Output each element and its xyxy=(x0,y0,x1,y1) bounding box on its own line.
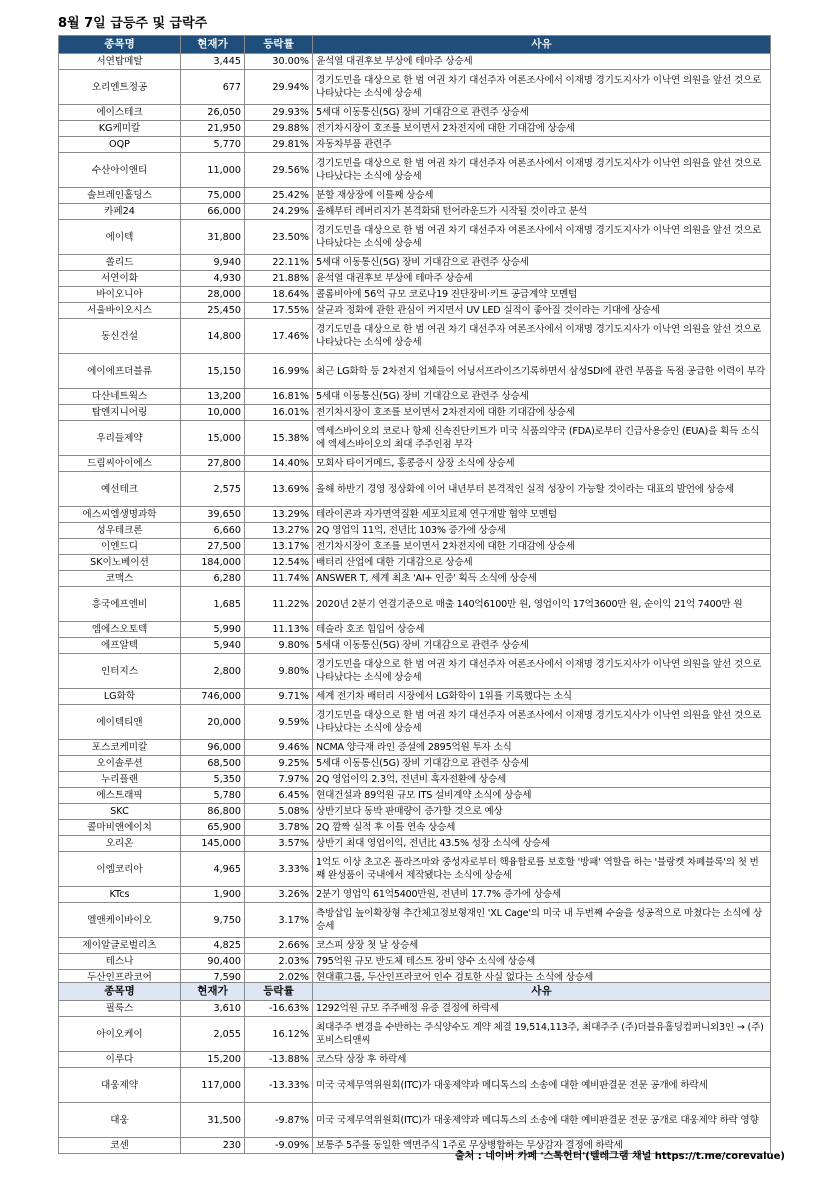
stock-name: 코센 xyxy=(59,1138,181,1154)
table-row xyxy=(59,188,771,204)
table-row xyxy=(59,405,771,421)
table-row xyxy=(59,303,771,319)
reason-text: ANSWER T, 세계 최초 'AI+ 인증' 획득 소식에 상승세 xyxy=(313,571,771,587)
reason-text: 살균과 정화에 관한 관심이 커지면서 UV LED 실적이 좋아질 것이라는 기대에 상승세 xyxy=(313,303,771,319)
table-row xyxy=(59,852,771,887)
change-rate: 9.80% xyxy=(245,638,313,654)
stock-name: 누리플랜 xyxy=(59,772,181,788)
stock-name: OQP xyxy=(59,137,181,153)
reason-text: 2분기 영업익 61억5400만원, 전년비 17.7% 증가에 상승세 xyxy=(313,887,771,903)
change-rate: 29.56% xyxy=(245,153,313,188)
current-price: 27,800 xyxy=(181,456,245,472)
change-rate: 29.94% xyxy=(245,70,313,105)
reason-text: 경기도민을 대상으로 한 범 여권 차기 대선주자 여론조사에서 이재명 경기도지사가 이낙연 의원을 앞선 것으로 나타났다는 소식에 상승세 xyxy=(313,153,771,188)
current-price: 21,950 xyxy=(181,121,245,137)
reason-text: 1292억원 규모 주주배정 유증 결정에 하락세 xyxy=(313,1001,771,1017)
reason-text: 경기도민을 대상으로 한 범 여권 차기 대선주자 여론조사에서 이재명 경기도지사가 이낙연 의원을 앞선 것으로 나타났다는 소식에 상승세 xyxy=(313,70,771,105)
current-price: 68,500 xyxy=(181,756,245,772)
page-title: 8월 7일 급등주 및 급락주 xyxy=(58,16,208,31)
table-row xyxy=(59,354,771,389)
table-row xyxy=(59,271,771,287)
current-price: 31,500 xyxy=(181,1103,245,1138)
current-price: 2,575 xyxy=(181,472,245,507)
current-price: 1,900 xyxy=(181,887,245,903)
header-rate: 등락률 xyxy=(245,983,313,1001)
change-rate: 29.93% xyxy=(245,105,313,121)
table-row xyxy=(59,456,771,472)
table-row xyxy=(59,523,771,539)
current-price: 86,800 xyxy=(181,804,245,820)
stock-name: 성우테크론 xyxy=(59,523,181,539)
table-row xyxy=(59,788,771,804)
reason-text: 코스피 상장 첫 날 상승세 xyxy=(313,938,771,954)
change-rate: -9.09% xyxy=(245,1138,313,1154)
change-rate: -13.33% xyxy=(245,1068,313,1103)
change-rate: 9.46% xyxy=(245,740,313,756)
table-row xyxy=(59,105,771,121)
stock-name: 이루다 xyxy=(59,1052,181,1068)
change-rate: 11.74% xyxy=(245,571,313,587)
reason-text: 2020년 2분기 연결기준으로 매출 140억6100만 원, 영업이익 17억3600만 원, 순이익 21억 7400만 원 xyxy=(313,587,771,622)
reason-text: 1억도 이상 초고온 플라즈마와 중성자로부터 핵융합로를 보호할 '방패' 역할을 하는 '블랑켓 차폐블록'의 첫 번째 완성품이 국내에서 제작됐다는 소식에 상승세 xyxy=(313,852,771,887)
header-name: 종목명 xyxy=(59,36,181,54)
header-rate: 등락률 xyxy=(245,36,313,54)
stock-name: 테스나 xyxy=(59,954,181,970)
reason-text: 상반기보다 동박 판매량이 증가할 것으로 예상 xyxy=(313,804,771,820)
change-rate: -9.87% xyxy=(245,1103,313,1138)
current-price: 11,000 xyxy=(181,153,245,188)
header-reason: 사유 xyxy=(313,36,771,54)
source-footer: 출처 : 네이버 카페 '스톡헌터'(텔레그램 채널 https://t.me/corevalue) xyxy=(454,1151,785,1162)
stock-name: 수산아이앤티 xyxy=(59,153,181,188)
header-name: 종목명 xyxy=(59,983,181,1001)
current-price: 3,445 xyxy=(181,54,245,70)
table-row xyxy=(59,740,771,756)
reason-text: 상반기 최대 영업이익, 전년比 43.5% 성장 소식에 상승세 xyxy=(313,836,771,852)
change-rate: -13.88% xyxy=(245,1052,313,1068)
reason-text: 전기차시장이 호조를 보이면서 2차전지에 대한 기대감에 상승세 xyxy=(313,121,771,137)
header-reason: 사유 xyxy=(313,983,771,1001)
table-row xyxy=(59,1001,771,1017)
change-rate: 3.78% xyxy=(245,820,313,836)
change-rate: 11.22% xyxy=(245,587,313,622)
table-row xyxy=(59,421,771,456)
stock-name: 서연탑메탈 xyxy=(59,54,181,70)
stock-name: 오리온 xyxy=(59,836,181,852)
change-rate: 24.29% xyxy=(245,204,313,220)
stock-name: 탑엔지니어링 xyxy=(59,405,181,421)
current-price: 2,800 xyxy=(181,654,245,689)
table-row xyxy=(59,319,771,354)
change-rate: 16.01% xyxy=(245,405,313,421)
reason-text: 코스닥 상장 후 하락세 xyxy=(313,1052,771,1068)
table-row xyxy=(59,772,771,788)
stock-name: 엠에스오토텍 xyxy=(59,622,181,638)
table-row xyxy=(59,54,771,70)
current-price: 5,780 xyxy=(181,788,245,804)
table-row xyxy=(59,938,771,954)
current-price: 117,000 xyxy=(181,1068,245,1103)
change-rate: 9.80% xyxy=(245,654,313,689)
current-price: 10,000 xyxy=(181,405,245,421)
change-rate: 3.17% xyxy=(245,903,313,938)
table-row xyxy=(59,622,771,638)
change-rate: 15.38% xyxy=(245,421,313,456)
stock-name: 서울바이오시스 xyxy=(59,303,181,319)
change-rate: 17.46% xyxy=(245,319,313,354)
change-rate: 13.29% xyxy=(245,507,313,523)
table-row xyxy=(59,689,771,705)
stock-name: 콜마비앤에이치 xyxy=(59,820,181,836)
stock-name: 이엠코리아 xyxy=(59,852,181,887)
reason-text: 보통주 5주를 동일한 액면주식 1주로 무상병합하는 무상감자 결정에 하락세 xyxy=(313,1138,771,1154)
stock-name: 에이텍 xyxy=(59,220,181,255)
table-row xyxy=(59,836,771,852)
current-price: 9,750 xyxy=(181,903,245,938)
stock-name: 쏠리드 xyxy=(59,255,181,271)
stock-name: 다산네트웍스 xyxy=(59,389,181,405)
stock-name: 에이스테크 xyxy=(59,105,181,121)
current-price: 25,450 xyxy=(181,303,245,319)
change-rate: 9.59% xyxy=(245,705,313,740)
change-rate: 22.11% xyxy=(245,255,313,271)
reason-text: 윤석열 대권후보 부상에 테마주 상승세 xyxy=(313,54,771,70)
current-price: 6,280 xyxy=(181,571,245,587)
current-price: 677 xyxy=(181,70,245,105)
stock-name: 오이솔루션 xyxy=(59,756,181,772)
reason-text: 2Q 깜짝 실적 후 이틀 연속 상승세 xyxy=(313,820,771,836)
stock-name: KTcs xyxy=(59,887,181,903)
header-price: 현재가 xyxy=(181,36,245,54)
current-price: 14,800 xyxy=(181,319,245,354)
change-rate: 7.97% xyxy=(245,772,313,788)
change-rate: 12.54% xyxy=(245,555,313,571)
reason-text: 현대重그룹, 두산인프라코어 인수 검토한 사실 없다는 소식에 상승세 xyxy=(313,970,771,986)
reason-text: 윤석열 대권후보 부상에 테마주 상승세 xyxy=(313,271,771,287)
table-row xyxy=(59,587,771,622)
current-price: 75,000 xyxy=(181,188,245,204)
current-price: 96,000 xyxy=(181,740,245,756)
table-row xyxy=(59,1068,771,1103)
stock-name: 대웅 xyxy=(59,1103,181,1138)
reason-text: 자동차부품 관련주 xyxy=(313,137,771,153)
stock-name: 엘앤케이바이오 xyxy=(59,903,181,938)
current-price: 5,770 xyxy=(181,137,245,153)
table-row xyxy=(59,121,771,137)
table-row xyxy=(59,287,771,303)
stock-name: SKC xyxy=(59,804,181,820)
reason-text: 올해 하반기 경영 정상화에 이어 내년부터 본격적인 실적 성장이 가능할 것이라는 대표의 발언에 상승세 xyxy=(313,472,771,507)
stock-name: 이엔드디 xyxy=(59,539,181,555)
table-row xyxy=(59,887,771,903)
reason-text: 경기도민을 대상으로 한 범 여권 차기 대선주자 여론조사에서 이재명 경기도지사가 이낙연 의원을 앞선 것으로 나타났다는 소식에 상승세 xyxy=(313,319,771,354)
current-price: 5,990 xyxy=(181,622,245,638)
change-rate: 13.27% xyxy=(245,523,313,539)
stock-name: 포스코케미칼 xyxy=(59,740,181,756)
reason-text: 미국 국제무역위원회(ITC)가 대웅제약과 메디톡스의 소송에 대한 예비판결문 전문 공개로 대웅제약 하락 영향 xyxy=(313,1103,771,1138)
change-rate: 3.57% xyxy=(245,836,313,852)
header-price: 현재가 xyxy=(181,983,245,1001)
table-row xyxy=(59,903,771,938)
stock-name: 흥국에프엔비 xyxy=(59,587,181,622)
change-rate: 23.50% xyxy=(245,220,313,255)
table-row xyxy=(59,804,771,820)
table-row xyxy=(59,539,771,555)
table-row xyxy=(59,756,771,772)
current-price: 184,000 xyxy=(181,555,245,571)
reason-text: 전기차시장이 호조를 보이면서 2차전지에 대한 기대감에 상승세 xyxy=(313,539,771,555)
current-price: 4,930 xyxy=(181,271,245,287)
current-price: 7,590 xyxy=(181,970,245,986)
change-rate: 29.88% xyxy=(245,121,313,137)
change-rate: 2.02% xyxy=(245,970,313,986)
stock-name: 에스씨엠생명과학 xyxy=(59,507,181,523)
stock-name: 바이오니아 xyxy=(59,287,181,303)
current-price: 15,000 xyxy=(181,421,245,456)
table-row xyxy=(59,137,771,153)
reason-text: 엑세스바이오의 코로나 항체 신속진단키트가 미국 식품의약국 (FDA)로부터 긴급사용승인 (EUA)을 획득 소식에 엑세스바이오의 최대 주주인점 부각 xyxy=(313,421,771,456)
table-row xyxy=(59,654,771,689)
reason-text: 최대주주 변경을 수반하는 주식양수도 계약 체결 19,514,113주, 최대주주 (주)더블유홀딩컴퍼니외3인 → (주)포비스티앤씨 xyxy=(313,1017,771,1052)
current-price: 746,000 xyxy=(181,689,245,705)
current-price: 6,660 xyxy=(181,523,245,539)
current-price: 65,900 xyxy=(181,820,245,836)
change-rate: 14.40% xyxy=(245,456,313,472)
reason-text: 전기차시장이 호조를 보이면서 2차전지에 대한 기대감에 상승세 xyxy=(313,405,771,421)
table-row xyxy=(59,1103,771,1138)
stock-name: 카페24 xyxy=(59,204,181,220)
table-row xyxy=(59,1052,771,1068)
change-rate: 25.42% xyxy=(245,188,313,204)
stock-name: 제이알글로벌리츠 xyxy=(59,938,181,954)
change-rate: 9.71% xyxy=(245,689,313,705)
stock-name: 필룩스 xyxy=(59,1001,181,1017)
falling-stocks-table xyxy=(58,982,771,1154)
current-price: 4,825 xyxy=(181,938,245,954)
table-header-row xyxy=(59,983,771,1001)
current-price: 9,940 xyxy=(181,255,245,271)
table-row xyxy=(59,555,771,571)
table-row xyxy=(59,472,771,507)
current-price: 31,800 xyxy=(181,220,245,255)
rising-stocks-table xyxy=(58,35,771,986)
table-row xyxy=(59,70,771,105)
table-row xyxy=(59,220,771,255)
stock-name: SK이노베이션 xyxy=(59,555,181,571)
stock-name: 동신건설 xyxy=(59,319,181,354)
change-rate: 2.03% xyxy=(245,954,313,970)
table-row xyxy=(59,638,771,654)
reason-text: 795억원 규모 반도체 테스트 장비 양수 소식에 상승세 xyxy=(313,954,771,970)
stock-name: 에이에프더블류 xyxy=(59,354,181,389)
table-row xyxy=(59,389,771,405)
table-row xyxy=(59,820,771,836)
reason-text: 현대건설과 89억원 규모 ITS 설비계약 소식에 상승세 xyxy=(313,788,771,804)
current-price: 26,050 xyxy=(181,105,245,121)
stock-name: 인터지스 xyxy=(59,654,181,689)
table-row xyxy=(59,153,771,188)
change-rate: 6.45% xyxy=(245,788,313,804)
current-price: 230 xyxy=(181,1138,245,1154)
table-row xyxy=(59,1017,771,1052)
stock-name: KG케미칼 xyxy=(59,121,181,137)
stock-name: 코맥스 xyxy=(59,571,181,587)
change-rate: -16.63% xyxy=(245,1001,313,1017)
current-price: 4,965 xyxy=(181,852,245,887)
table-row xyxy=(59,705,771,740)
current-price: 27,500 xyxy=(181,539,245,555)
table-row xyxy=(59,954,771,970)
stock-name: 예선테크 xyxy=(59,472,181,507)
reason-text: 측방삽입 높이확장형 추간체고정보형재인 'XL Cage'의 미국 내 두번째 수술을 성공적으로 마쳤다는 소식에 상승세 xyxy=(313,903,771,938)
current-price: 15,150 xyxy=(181,354,245,389)
change-rate: 3.26% xyxy=(245,887,313,903)
reason-text: 5세대 이동통신(5G) 장비 기대감으로 관련주 상승세 xyxy=(313,756,771,772)
current-price: 145,000 xyxy=(181,836,245,852)
table-header-row xyxy=(59,36,771,54)
change-rate: 9.25% xyxy=(245,756,313,772)
reason-text: 최근 LG화학 등 2차전지 업체들이 어닝서프라이즈기록하면서 삼성SDI에 관련 부품을 독점 공급한 이력이 부각 xyxy=(313,354,771,389)
reason-text: 테슬라 호조 힘입어 상승세 xyxy=(313,622,771,638)
reason-text: 세계 전기차 배터리 시장에서 LG화학이 1위를 기록했다는 소식 xyxy=(313,689,771,705)
reason-text: 2Q 영업익 11억, 전년比 103% 증가에 상승세 xyxy=(313,523,771,539)
current-price: 5,350 xyxy=(181,772,245,788)
stock-name: 아이오케이 xyxy=(59,1017,181,1052)
reason-text: 2Q 영업이익 2.3억, 전년비 흑자전환에 상승세 xyxy=(313,772,771,788)
reason-text: 테라이콘과 자가면역질환 세포치료제 연구개발 협약 모멘텀 xyxy=(313,507,771,523)
change-rate: 21.88% xyxy=(245,271,313,287)
reason-text: 미국 국제무역위원회(ITC)가 대웅제약과 메디톡스의 소송에 대한 예비판결문 전문 공개에 하락세 xyxy=(313,1068,771,1103)
reason-text: 모회사 타이거메드, 홍콩증시 상장 소식에 상승세 xyxy=(313,456,771,472)
current-price: 66,000 xyxy=(181,204,245,220)
stock-name: 에이텍티앤 xyxy=(59,705,181,740)
change-rate: 5.08% xyxy=(245,804,313,820)
reason-text: 5세대 이동통신(5G) 장비 기대감으로 관련주 상승세 xyxy=(313,389,771,405)
table-row xyxy=(59,571,771,587)
current-price: 2,055 xyxy=(181,1017,245,1052)
stock-name: 솔브레인홀딩스 xyxy=(59,188,181,204)
current-price: 90,400 xyxy=(181,954,245,970)
change-rate: 17.55% xyxy=(245,303,313,319)
change-rate: 16.81% xyxy=(245,389,313,405)
change-rate: 16.12% xyxy=(245,1017,313,1052)
stock-name: 대웅제약 xyxy=(59,1068,181,1103)
stock-name: 두산인프라코어 xyxy=(59,970,181,986)
reason-text: 5세대 이동통신(5G) 장비 기대감으로 관련주 상승세 xyxy=(313,255,771,271)
reason-text: 콜롬비아에 56억 규모 코로나19 진단장비·키트 공급계약 모멘텀 xyxy=(313,287,771,303)
reason-text: 경기도민을 대상으로 한 범 여권 차기 대선주자 여론조사에서 이재명 경기도지사가 이낙연 의원을 앞선 것으로 나타났다는 소식에 상승세 xyxy=(313,654,771,689)
reason-text: 5세대 이동통신(5G) 장비 기대감으로 관련주 상승세 xyxy=(313,638,771,654)
stock-name: 에프알텍 xyxy=(59,638,181,654)
change-rate: 29.81% xyxy=(245,137,313,153)
table-row xyxy=(59,507,771,523)
current-price: 20,000 xyxy=(181,705,245,740)
stock-name: 에스트래픽 xyxy=(59,788,181,804)
current-price: 13,200 xyxy=(181,389,245,405)
reason-text: 배터리 산업에 대한 기대감으로 상승세 xyxy=(313,555,771,571)
change-rate: 18.64% xyxy=(245,287,313,303)
current-price: 5,940 xyxy=(181,638,245,654)
reason-text: 분할 재상장에 이틀째 상승세 xyxy=(313,188,771,204)
reason-text: 경기도민을 대상으로 한 범 여권 차기 대선주자 여론조사에서 이재명 경기도지사가 이낙연 의원을 앞선 것으로 나타났다는 소식에 상승세 xyxy=(313,705,771,740)
change-rate: 3.33% xyxy=(245,852,313,887)
reason-text: NCMA 양극재 라인 증설에 2895억원 투자 소식 xyxy=(313,740,771,756)
reason-text: 올해부터 레버리지가 본격화돼 턴어라운드가 시작될 것이라고 분석 xyxy=(313,204,771,220)
table-row xyxy=(59,204,771,220)
change-rate: 13.17% xyxy=(245,539,313,555)
stock-name: 오리엔트정공 xyxy=(59,70,181,105)
current-price: 3,610 xyxy=(181,1001,245,1017)
reason-text: 5세대 이동통신(5G) 장비 기대감으로 관련주 상승세 xyxy=(313,105,771,121)
current-price: 39,650 xyxy=(181,507,245,523)
table-row xyxy=(59,255,771,271)
current-price: 28,000 xyxy=(181,287,245,303)
reason-text: 경기도민을 대상으로 한 범 여권 차기 대선주자 여론조사에서 이재명 경기도지사가 이낙연 의원을 앞선 것으로 나타났다는 소식에 상승세 xyxy=(313,220,771,255)
change-rate: 11.13% xyxy=(245,622,313,638)
current-price: 15,200 xyxy=(181,1052,245,1068)
stock-name: 드림씨아이에스 xyxy=(59,456,181,472)
stock-name: 우리들제약 xyxy=(59,421,181,456)
change-rate: 16.99% xyxy=(245,354,313,389)
change-rate: 30.00% xyxy=(245,54,313,70)
change-rate: 13.69% xyxy=(245,472,313,507)
current-price: 1,685 xyxy=(181,587,245,622)
stock-name: 서연이화 xyxy=(59,271,181,287)
change-rate: 2.66% xyxy=(245,938,313,954)
stock-name: LG화학 xyxy=(59,689,181,705)
